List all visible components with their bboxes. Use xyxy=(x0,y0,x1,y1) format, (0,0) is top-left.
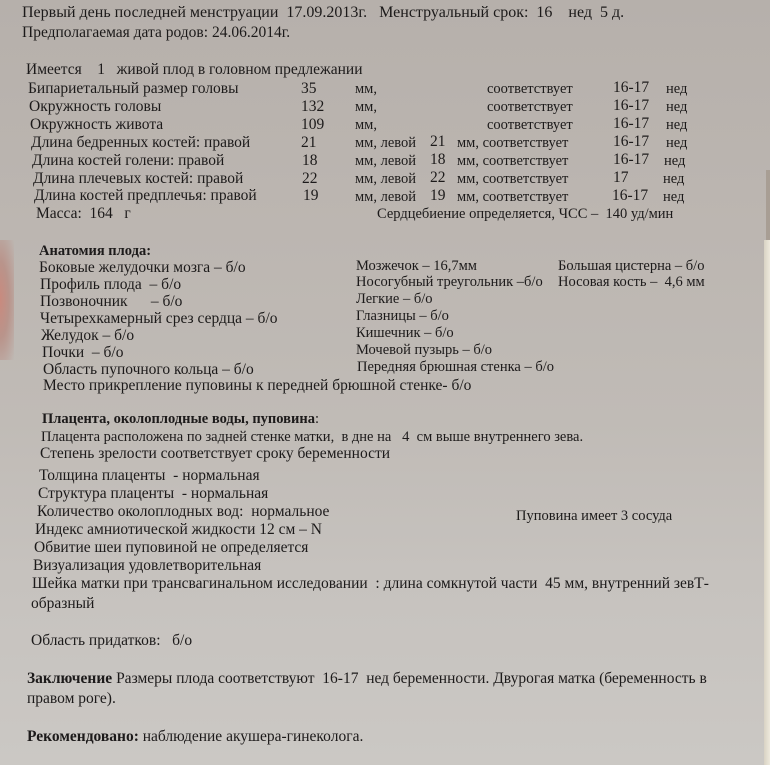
measure-weeks-unit: нед xyxy=(666,99,688,115)
heartbeat-line: Сердцебиение определяется, ЧСС – 140 уд/мин xyxy=(377,206,674,222)
placenta-line: образный xyxy=(31,595,95,612)
placenta-line: Индекс амниотической жидкости 12 см – N xyxy=(35,521,322,538)
term-days: 5 д. xyxy=(600,4,625,21)
term-weeks: 16 xyxy=(536,4,553,21)
measure-name: Длина костей голени: правой xyxy=(32,152,225,169)
measure-value: 18 xyxy=(302,152,318,169)
measure-weeks: 16-17 xyxy=(613,115,650,132)
measure-weeks: 16-17 xyxy=(613,97,650,114)
mass-label: Масса: xyxy=(36,205,82,222)
mass-value: 164 xyxy=(89,205,113,222)
measure-match: соответствует xyxy=(487,81,573,97)
anatomy-item: Мозжечок – 16,7мм xyxy=(356,258,477,274)
measure-name: Окружность головы xyxy=(29,98,162,115)
measure-left-unit: мм, соответствует xyxy=(457,189,569,205)
conclusion-text: Размеры плода соответствуют 16-17 нед беременности. Двурогая матка (беременность в xyxy=(112,670,707,687)
fetus-intro xyxy=(26,61,362,79)
measure-unit: мм, xyxy=(355,81,377,97)
anatomy-item: Почки – б/о xyxy=(42,344,124,361)
placenta-line: Плацента расположена по задней стенке матки, в дне на 4 см выше внутреннего зева. xyxy=(41,429,584,445)
measure-weeks-unit: нед xyxy=(664,153,686,169)
measure-value: 35 xyxy=(301,80,317,97)
measure-weeks: 17 xyxy=(613,169,629,186)
measure-value: 19 xyxy=(303,187,319,204)
cord-attachment: Место прикрепление пуповины к передней брюшной стенке- б/о xyxy=(43,377,472,394)
measure-left-value: 19 xyxy=(430,187,446,204)
fetus-count: 1 xyxy=(97,61,105,78)
measure-left-value: 22 xyxy=(430,169,446,186)
appendages-line xyxy=(31,632,192,650)
measure-name: Окружность живота xyxy=(30,116,164,133)
placenta-line: Шейка матки при трансвагинальном исследовании : длина сомкнутой части 45 мм, внутренний зевТ- xyxy=(32,575,709,592)
fetus-intro-text: живой плод в головном предлежании xyxy=(116,61,363,78)
measure-weeks-unit: нед xyxy=(666,117,688,133)
conclusion-line-2: правом роге). xyxy=(27,690,116,707)
anatomy-item: Носовая кость – 4,6 мм xyxy=(558,274,705,290)
measure-unit: мм, левой xyxy=(355,171,417,187)
placenta-title-text: Плацента, околоплодные воды, пуповина xyxy=(42,411,315,427)
measure-weeks: 16-17 xyxy=(613,79,650,96)
measure-weeks: 16-17 xyxy=(612,187,649,204)
anatomy-item: Носогубный треугольник –б/о xyxy=(356,274,543,290)
anatomy-item: Позвоночник – б/о xyxy=(40,293,183,310)
anatomy-item: Желудок – б/о xyxy=(41,327,135,344)
anatomy-item: Область пупочного кольца – б/о xyxy=(43,361,254,378)
conclusion-line-1 xyxy=(27,670,707,688)
appendages-label: Область придатков: xyxy=(31,632,161,649)
lmp-label: Первый день последней менструации xyxy=(22,4,279,21)
mass-line xyxy=(36,205,131,223)
placenta-title xyxy=(42,410,319,428)
measure-unit: мм, левой xyxy=(355,135,417,151)
cord-vessels: Пуповина имеет 3 сосуда xyxy=(516,508,673,524)
mass-unit: г xyxy=(124,205,131,222)
paper-edge-shadow xyxy=(766,170,770,240)
anatomy-item: Легкие – б/о xyxy=(356,291,433,307)
anatomy-item: Большая цистерна – б/о xyxy=(558,258,705,274)
placenta-line: Обвитие шеи пуповиной не определяется xyxy=(34,539,309,556)
measure-left-unit: мм, соответствует xyxy=(457,171,569,187)
anatomy-item: Передняя брюшная стенка – б/о xyxy=(357,359,555,375)
due-label: Предполагаемая дата родов: xyxy=(22,24,209,41)
measure-name: Длина плечевых костей: правой xyxy=(33,170,244,187)
lmp-line xyxy=(22,4,624,22)
measure-value: 22 xyxy=(302,170,318,187)
due-date: 24.06.2014г. xyxy=(211,24,291,41)
measure-name: Длина костей предплечья: правой xyxy=(34,187,257,204)
paper-edge xyxy=(764,240,770,765)
measure-unit: мм, xyxy=(355,99,377,115)
placenta-line: Структура плаценты - нормальная xyxy=(38,485,269,502)
conclusion-label: Заключение xyxy=(27,670,113,687)
anatomy-item: Кишечник – б/о xyxy=(356,325,454,341)
measure-match: соответствует xyxy=(487,99,573,115)
term-label: Менструальный срок: xyxy=(379,4,529,21)
measure-match: соответствует xyxy=(487,117,573,133)
measure-unit: мм, левой xyxy=(355,189,417,205)
measure-value: 132 xyxy=(301,98,325,115)
recommendation-line xyxy=(27,728,363,746)
measure-weeks-unit: нед xyxy=(663,189,685,205)
measure-value: 21 xyxy=(301,134,317,151)
measure-weeks-unit: нед xyxy=(666,135,688,151)
anatomy-item: Глазницы – б/о xyxy=(356,308,449,324)
measure-value: 109 xyxy=(301,116,325,133)
placenta-line: Толщина плаценты - нормальная xyxy=(39,467,260,484)
finger-shadow xyxy=(0,240,14,360)
measure-left-unit: мм, соответствует xyxy=(457,153,569,169)
anatomy-title: Анатомия плода: xyxy=(39,243,152,259)
anatomy-item: Четырехкамерный срез сердца – б/о xyxy=(40,310,278,327)
measure-left-value: 21 xyxy=(430,133,446,150)
placenta-line: Степень зрелости соответствует сроку беременности xyxy=(40,445,391,462)
term-weeks-unit: нед xyxy=(568,4,592,21)
due-date-line xyxy=(22,24,290,42)
measure-weeks: 16-17 xyxy=(613,151,650,168)
measure-unit: мм, левой xyxy=(355,153,417,169)
placenta-line: Визуализация удовлетворительная xyxy=(33,557,262,574)
measure-weeks-unit: нед xyxy=(663,171,685,187)
measure-weeks: 16-17 xyxy=(613,133,650,150)
measure-left-unit: мм, соответствует xyxy=(457,135,569,151)
measure-left-value: 18 xyxy=(430,151,446,168)
anatomy-item: Боковые желудочки мозга – б/о xyxy=(39,259,246,276)
recommendation-label: Рекомендовано: xyxy=(27,728,139,745)
measure-name: Бипариетальный размер головы xyxy=(28,80,239,97)
placenta-title-colon: : xyxy=(314,411,319,427)
lmp-date: 17.09.2013г. xyxy=(286,4,368,21)
appendages-value: б/о xyxy=(172,632,193,649)
anatomy-item: Мочевой пузырь – б/о xyxy=(356,342,493,358)
measure-unit: мм, xyxy=(355,117,377,133)
placenta-line: Количество околоплодных вод: нормальное xyxy=(37,503,330,520)
recommendation-text: наблюдение акушера-гинеколога. xyxy=(138,728,364,745)
anatomy-item: Профиль плода – б/о xyxy=(40,276,182,293)
measure-weeks-unit: нед xyxy=(666,81,688,97)
measure-name: Длина бедренных костей: правой xyxy=(31,134,251,151)
fetus-intro-label: Имеется xyxy=(26,61,82,78)
